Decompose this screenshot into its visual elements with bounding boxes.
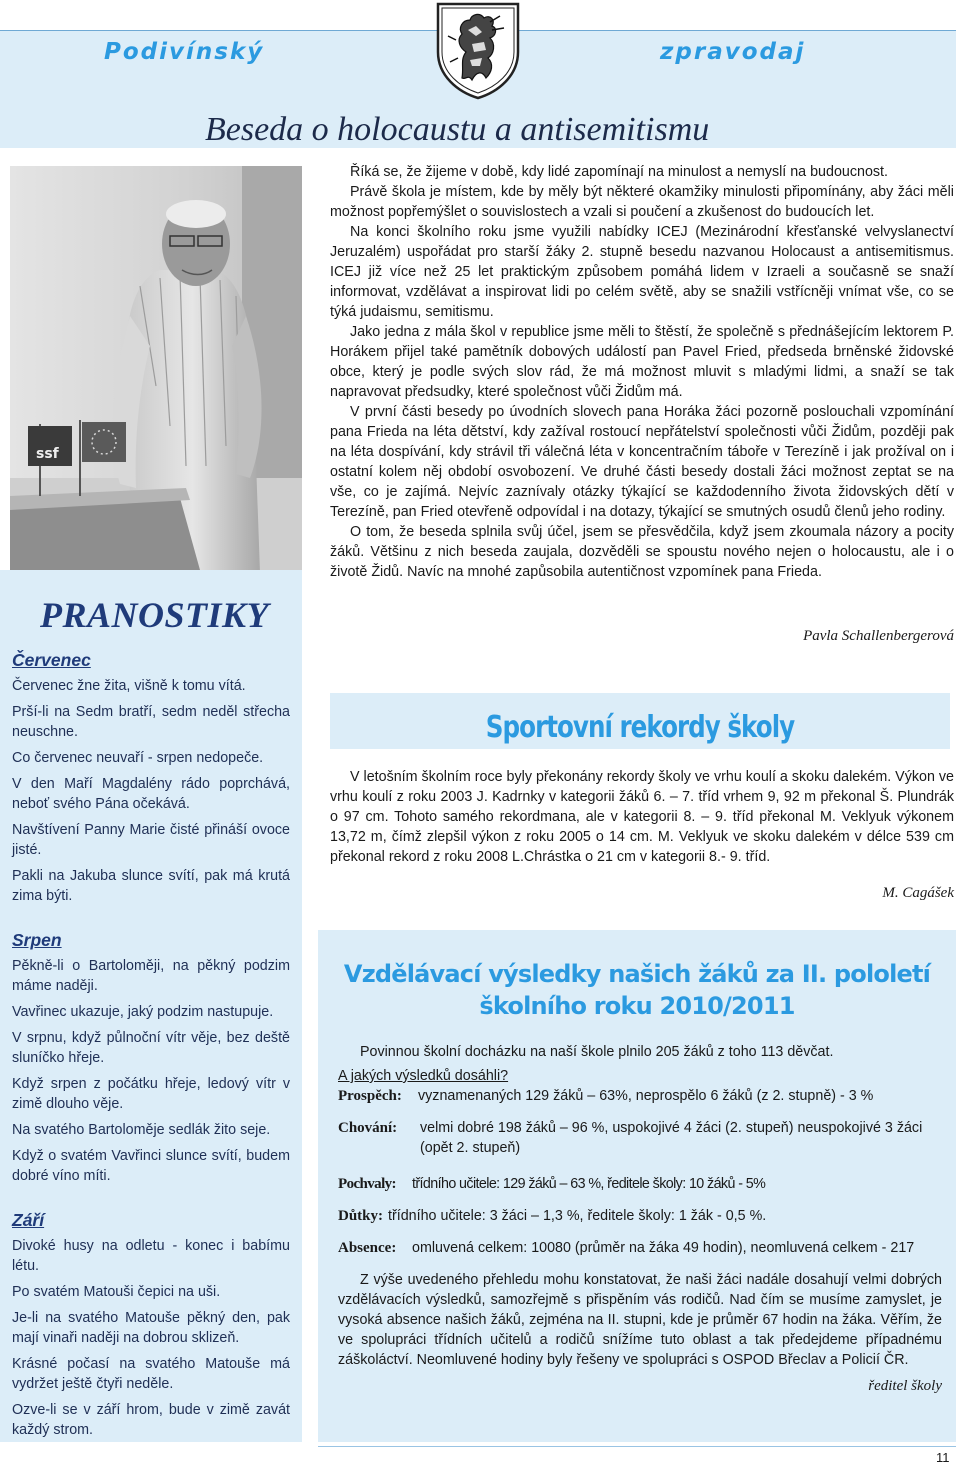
article-paragraph: O tom, že beseda splnila svůj účel, jsem se přesvědčila, když jsem zkoumala názory a pocity žáků. Většinu z nich beseda zaujala, dozvěděli se spoustu nového nejen o holocaustu, ale i o životě Židů. Navíc na mnohé zapůsobila autentičnost vzpomínek pana Frieda. [330,524,954,580]
pranostiky-list [12,648,290,1446]
saying: Když o svatém Vavřinci slunce svítí, budem dobré víno míti. [12,1148,290,1184]
saying: Vavřinec ukazuje, jaký podzim nastupuje. [12,1004,274,1020]
article-body [330,162,954,582]
results-title-line2: školního roku 2010/2011 [479,992,795,1020]
result-row-pochvaly [338,1174,942,1194]
article-paragraph: Říká se, že žijeme v době, kdy lidé zapomínají na minulost a nemyslí na budoucnost. [350,164,889,180]
results-title-line1: Vzdělávací výsledky našich žáků za II. pololetí [343,960,931,988]
month-heading-august: Srpen [12,930,62,950]
article-paragraph: V první části besedy po úvodních slovech pana Horáka žáci pozorně poslouchali vzpomínání pana Frieda na léta dětství, kdy zažíval rostoucí nepřátelství společnosti vůči Židům, později pak na léta dospívání, kdy strávil tři válečná léta v koncentračním táboře v Terezíně i jak prožíval on i ostatní kolem něj období osvobození. Ve druhé části besedy dostali žáci možnost zeptat se na vše, co je zajímá. Nejvíc zaznívaly otázky týkající se každodenního života židovských dětí v Terezíně, pan Fried otevřeně odpovídal i na dotazy, týkající se smutných osudů členů jeho rodiny. [330,404,954,520]
saying: Co červenec neuvaří - srpen nedopeče. [12,750,264,766]
town-crest-icon [432,0,524,100]
sport-title: Sportovní rekordy školy [485,710,795,745]
results-question: A jakých výsledků dosáhli? [338,1068,509,1084]
sport-paragraph: V letošním školním roce byly překonány rekordy školy ve vrhu koulí a skoku dalekém. Výkon ve vrhu koulí z roku 2003 J. Kadrnky v kategorii žáků 6. – 7. tříd vrhem 9, 92 m překonal Š. Plundrák o 97 cm. Tohoto samého rekordmana, ale v kategorii 8. – 9. tříd překonal M. Veklyuk výkonem 13,72 m, čímž zlepšil výkon z roku 2005 o 14 cm. M. Veklyuk ve skoku dalekém v délce 539 cm překonal rekord z roku 2008 L.Chrástka o 21 cm v kategorii 8.- 9. tříd. [330,769,954,865]
article-author: Pavla Schallenbergerová [803,628,954,644]
article-paragraph: Jako jedna z mála škol v republice jsme měli to štěstí, že společně s přednášejícím lektorem P. Horákem přijel také pamětník dobových událostí pan Pavel Fried, předseda brněnské židovské obce, který je podle svých slov rád, že má možnost mluvit s mladými lidmi, a snaží se tak napravovat předsudky, které společnost vůči Židům má. [330,324,954,400]
month-heading-september: Září [12,1210,45,1230]
result-row-dutky [338,1206,942,1226]
result-row-chovani [338,1118,942,1158]
article-headline: Beseda o holocaustu a antisemitismu [205,111,710,148]
sport-heading-box [330,693,950,749]
saying: Pakli na Jakuba slunce svítí, pak má krutá zima býti. [12,868,290,904]
masthead-name-right: zpravodaj [660,39,806,65]
result-row-prospech [338,1086,942,1106]
result-label: Chování: [338,1120,398,1136]
article-paragraph: Na konci školního roku jsme využili nabídky ICEJ (Mezinárodní křesťanské velvyslanectví Jeruzalém) uspořádat pro starší žáky 2. stupně besedu nazvanou Holocaust a antisemitismus. ICEJ již více než 25 let praktickým způsobem pomáhá lidem v Izraeli a současně se snaží informovat, vzdělávat a inspirovat lidi po celém světě, aby se snažili vstřícněji vnímat vše, co se týká judaismu, semitismu. [330,224,954,320]
results-summary: Z výše uvedeného přehledu mohu konstatovat, že naši žáci nadále dosahují velmi dobrých vzdělávacích výsledků, samozřejmě s přispěním vás rodičů. Nad čím se musíme zamyslet, je vysoká absence našich žáků, zejména na II. stupni, kde je průměr 67 hodin na žáka. Věřím, že ve spolupráci třídních učitelů a rodičů snížíme tuto oblast a tak předejdeme případnému záškoláctví. Neomluvené hodiny byly řešeny ve spolupráci s OSPOD Břeclav a Policií ČR. [338,1272,942,1368]
results-box [318,930,956,1442]
saying: Prší-li na Sedm bratří, sedm neděl střecha neuschne. [12,704,290,740]
result-value: třídního učitele: 129 žáků – 63 %, ředitele školy: 10 žáků - 5% [412,1176,766,1192]
pranostiky-sidebar [0,570,302,1442]
results-body [338,1042,942,1396]
sport-author: M. Cagášek [882,885,954,901]
pranostiky-title: PRANOSTIKY [40,595,270,635]
article-paragraph: Právě škola je místem, kde by měly být některé okamžiky minulosti připomínány, aby žáci měli možnost popřemýšlet o souvislostech a vzali si poučení a zkušenost do budoucích let. [330,184,954,220]
page-number: 11 [936,1450,950,1465]
masthead-name-left: Podivínský [104,39,265,65]
saying: Navštívení Panny Marie čisté přináší ovoce jisté. [12,822,290,858]
result-value: velmi dobré 198 žáků – 96 %, uspokojivé 4 žáci (2. stupeň) neuspokojivé 3 žáci (opět 2. stupeň) [420,1120,923,1156]
flag-label: ssf [36,446,59,462]
saying: V srpnu, když půlnoční vítr věje, bez deště sluníčko hřeje. [12,1030,290,1066]
saying: Po svatém Matouši čepici na uši. [12,1284,221,1300]
result-label: Prospěch: [338,1088,402,1104]
result-row-absence [338,1238,942,1258]
result-value: třídního učitele: 3 žáci – 1,3 %, ředitele školy: 1 žák - 0,5 %. [388,1208,767,1224]
month-heading-july: Červenec [12,650,91,670]
saying: V den Maří Magdalény rádo poprchává, neboť svého Pána očekává. [12,776,290,812]
saying: Divoké husy na odletu - konec i babímu létu. [12,1238,290,1274]
results-intro: Povinnou školní docházku na naší škole plnilo 205 žáků z toho 113 děvčat. [360,1044,834,1060]
result-label: Pochvaly: [338,1176,396,1192]
saying: Ozve-li se v září hrom, bude v zimě zavát každý strom. [12,1402,290,1438]
result-label: Absence: [338,1240,397,1256]
saying: Když srpen z počátku hřeje, ledový vítr v zimě dlouho věje. [12,1076,290,1112]
saying: Krásné počasí na svatého Matouše má vydržet ještě čtyři neděle. [12,1356,290,1392]
saying: Je-li na svatého Matouše pěkný den, pak mají vinaři naději na dobrou sklizeň. [12,1310,290,1346]
saying: Na svatého Bartoloměje sedlák žito seje. [12,1122,271,1138]
result-label: Důtky: [338,1208,384,1224]
footer-divider [318,1446,956,1447]
result-value: vyznamenaných 129 žáků – 63%, neprospělo 6 žáků (z 2. stupně) - 3 % [418,1088,874,1104]
sport-text [330,767,954,867]
results-author: ředitel školy [868,1378,942,1394]
result-value: omluvená celkem: 10080 (průměr na žáka 49 hodin), neomluvená celkem - 217 [412,1240,915,1256]
lecturer-photo [10,166,302,570]
saying: Červenec žne žita, višně k tomu vítá. [12,678,246,694]
saying: Pěkně-li o Bartoloměji, na pěkný podzim máme naději. [12,958,290,994]
results-title [328,958,946,1022]
